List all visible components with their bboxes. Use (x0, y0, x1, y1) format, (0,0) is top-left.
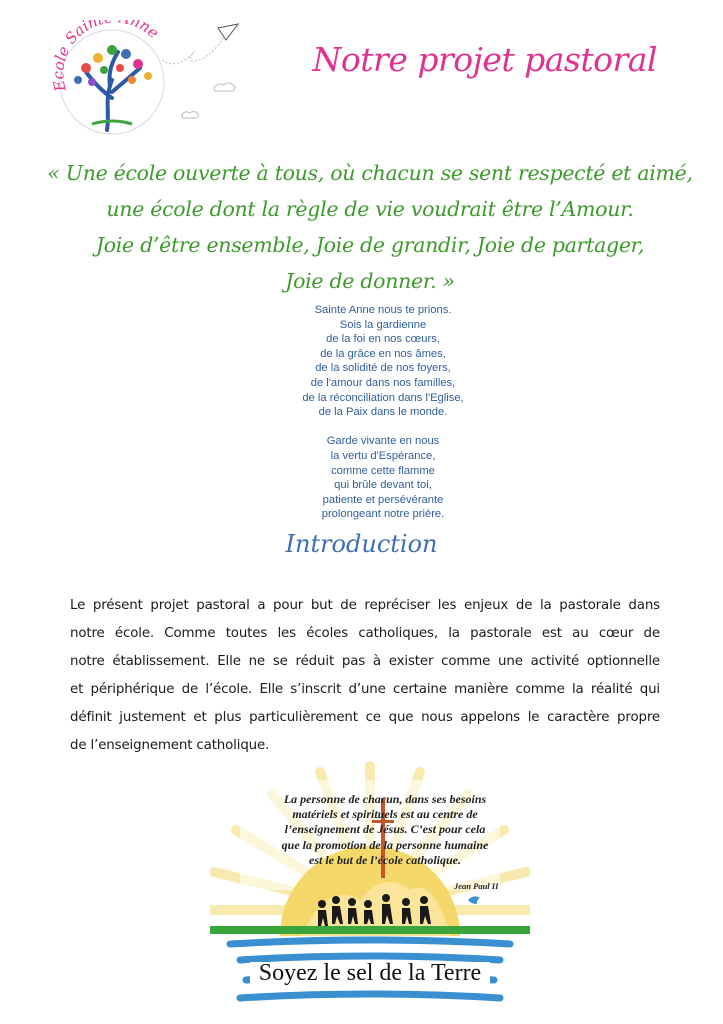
prayer-line: patiente et persévérante (322, 493, 444, 506)
quote-line: La personne de chacun, dans ses besoins (283, 792, 487, 806)
paragraph-line: et périphérique de l’école. Elle s’inscrit d’une certaine manière comme la réalité qui (70, 682, 660, 697)
prayer-line: prolongeant notre prière. (321, 508, 445, 521)
motto-line: Joie de donner. » (285, 269, 455, 293)
logo-text: le Sain nne (52, 20, 163, 64)
prayer-line: de la Paix dans le monde. (318, 406, 448, 419)
stanza-gap (200, 420, 566, 435)
prayer-line: Sois la gardienne (339, 318, 427, 331)
prayer-line: la vertu d'Espérance, (330, 449, 436, 462)
prayer-line: de la grâce en nos âmes, (320, 347, 446, 360)
prayer-text (200, 303, 566, 522)
motto-line: une école dont la règle de vie voudrait être l’Amour. (106, 197, 634, 221)
paragraph-line: Le présent projet pastoral a pour but de repréciser les enjeux de la pastorale dans (70, 598, 660, 613)
paragraph-line: de l’enseignement catholique. (70, 738, 270, 753)
school-logo (52, 20, 242, 138)
tree-logo-icon (52, 20, 242, 138)
prayer-line: de la foi en nos cœurs, (326, 333, 440, 346)
quote-line: que la promotion de la personne humaine (281, 837, 489, 852)
dove-icon (468, 896, 480, 904)
paragraph-line: définit justement et plus particulièrement ce que nous appelons le caractère propre (70, 710, 660, 725)
quote-line: est le but de l’école catholique. (309, 852, 461, 867)
page-title: Notre projet pastoral (312, 40, 657, 79)
prayer-line: de la réconciliation dans l'Eglise, (302, 391, 464, 404)
prayer-line: comme cette flamme (331, 464, 435, 477)
grass-strip (210, 926, 530, 934)
pastoral-poster (210, 760, 530, 1010)
poster-slogan: Soyez le sel de la Terre (258, 960, 482, 986)
poster-quote (250, 792, 520, 868)
quote-line: l’enseignement de Jésus. C’est pour cela (284, 822, 486, 837)
prayer-line: Garde vivante en nous (326, 435, 440, 448)
prayer-line: de l'amour dans nos familles, (310, 376, 456, 389)
prayer-line: qui brûle devant toi, (334, 479, 432, 492)
prayer-line: Sainte Anne nous te prions. (314, 304, 452, 316)
motto-quote (40, 155, 700, 299)
paragraph-line: notre école. Comme toutes les écoles catholiques, la pastorale est au cœur de (70, 626, 660, 641)
introduction-paragraph (70, 592, 660, 760)
introduction-heading: Introduction (285, 530, 438, 558)
motto-line: Joie d’être ensemble, Joie de grandir, Joie de partager, (95, 233, 645, 257)
paragraph-line: notre établissement. Elle ne se réduit pas à exister comme une activité optionnelle (70, 654, 660, 669)
quote-line: matériels et spirituels est au centre de (292, 807, 478, 822)
prayer-line: de la solidité de nos foyers, (315, 362, 451, 375)
quote-author: Jean Paul II (454, 881, 499, 891)
motto-line: « Une école ouverte à tous, où chacun se sent respecté et aimé, (47, 161, 693, 185)
